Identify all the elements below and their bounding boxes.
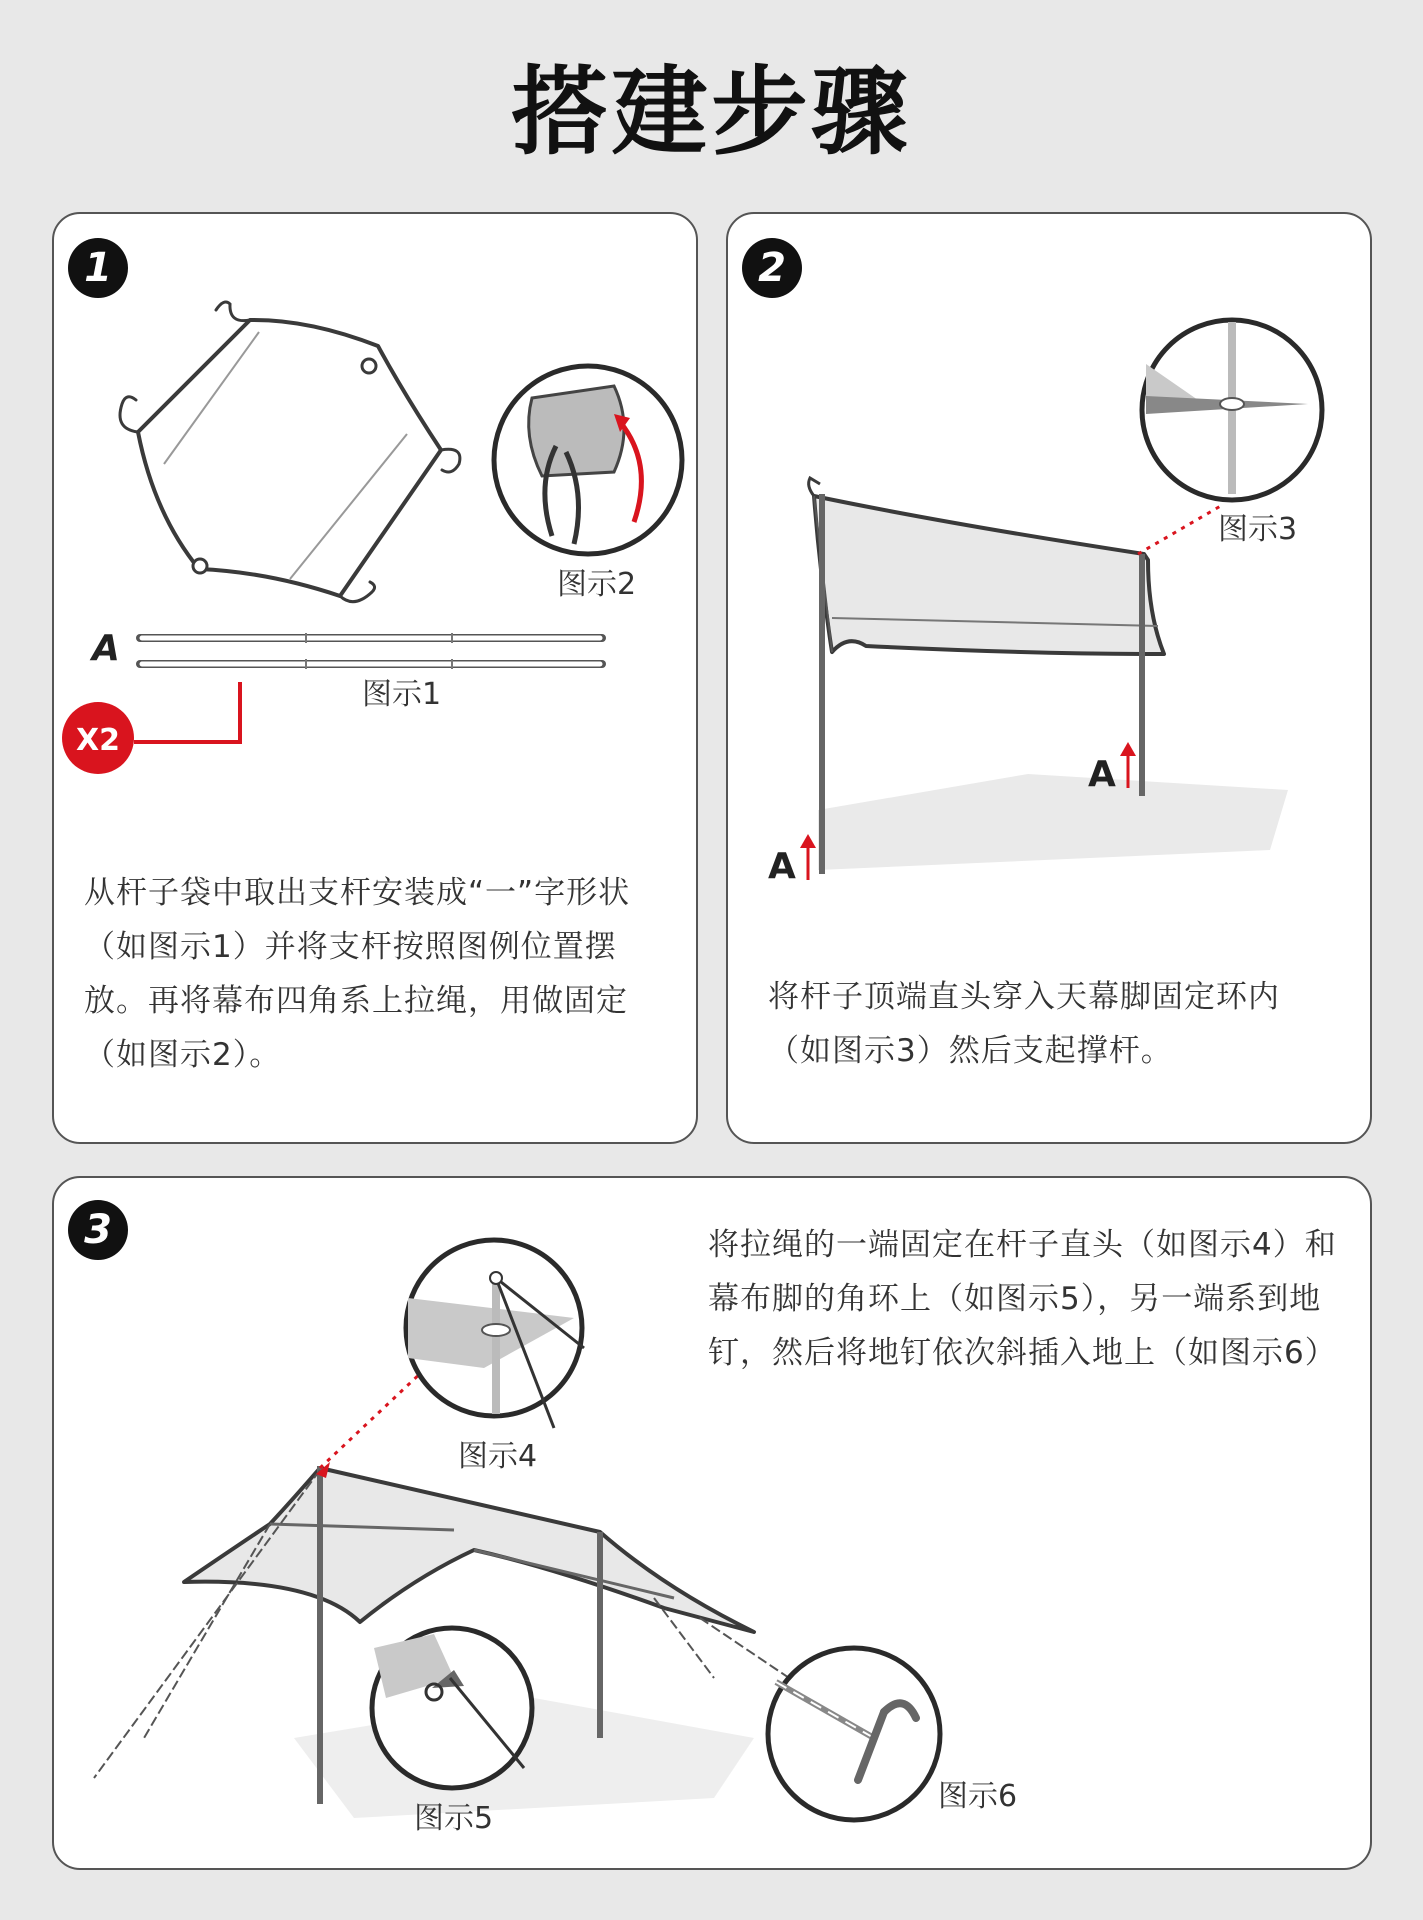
- figure-5-caption: 图示5: [414, 1801, 494, 1836]
- figure-2-detail-circle: [494, 366, 682, 554]
- support-poles: [140, 638, 602, 664]
- pole-label-a: A: [92, 628, 120, 669]
- quantity-label: X2: [75, 723, 121, 758]
- figure-2-caption: 图示2: [557, 567, 637, 602]
- step-2-number-badge: 2: [742, 238, 802, 298]
- step-2-card: [726, 212, 1372, 1144]
- step-1-number-badge: 1: [68, 238, 128, 298]
- tarp-pitched-drawing: [184, 1468, 754, 1632]
- figure-3-caption: 图示3: [1218, 512, 1298, 547]
- figure-6-caption: 图示6: [938, 1779, 1018, 1814]
- figure-5-detail-circle: [372, 1628, 532, 1788]
- pole-label-a-left: A: [768, 846, 796, 887]
- step-3-card: [52, 1176, 1372, 1870]
- step-3-number-badge: 3: [68, 1200, 128, 1260]
- figure-3-detail-circle: [1142, 320, 1322, 500]
- figure-4-caption: 图示4: [458, 1439, 538, 1474]
- figure-6-detail-circle: [768, 1648, 940, 1820]
- step-2-text: 将杆子顶端直头穿入天幕脚固定环内（如图示3）然后支起撑杆。: [768, 979, 1280, 1069]
- pole-label-a-right: A: [1088, 754, 1116, 795]
- step-3-text: 将拉绳的一端固定在杆子直头（如图示4）和幕布脚的角环上（如图示5），另一端系到地钉，然后将地钉依次斜插入地上（如图示6）: [708, 1227, 1337, 1371]
- figure-1-caption: 图示1: [362, 677, 442, 712]
- tarp-flat-drawing: [138, 320, 441, 596]
- tarp-raised-drawing: [809, 478, 1164, 654]
- step-1-card: [52, 212, 698, 1144]
- page-title: 搭建步骤: [511, 56, 912, 168]
- step-1-text: 从杆子袋中取出支杆安装成“一”字形状（如图示1）并将支杆按照图例位置摆放。再将幕布四角系上拉绳，用做固定（如图示2）。: [84, 875, 631, 1073]
- figure-4-detail-circle: [406, 1240, 584, 1428]
